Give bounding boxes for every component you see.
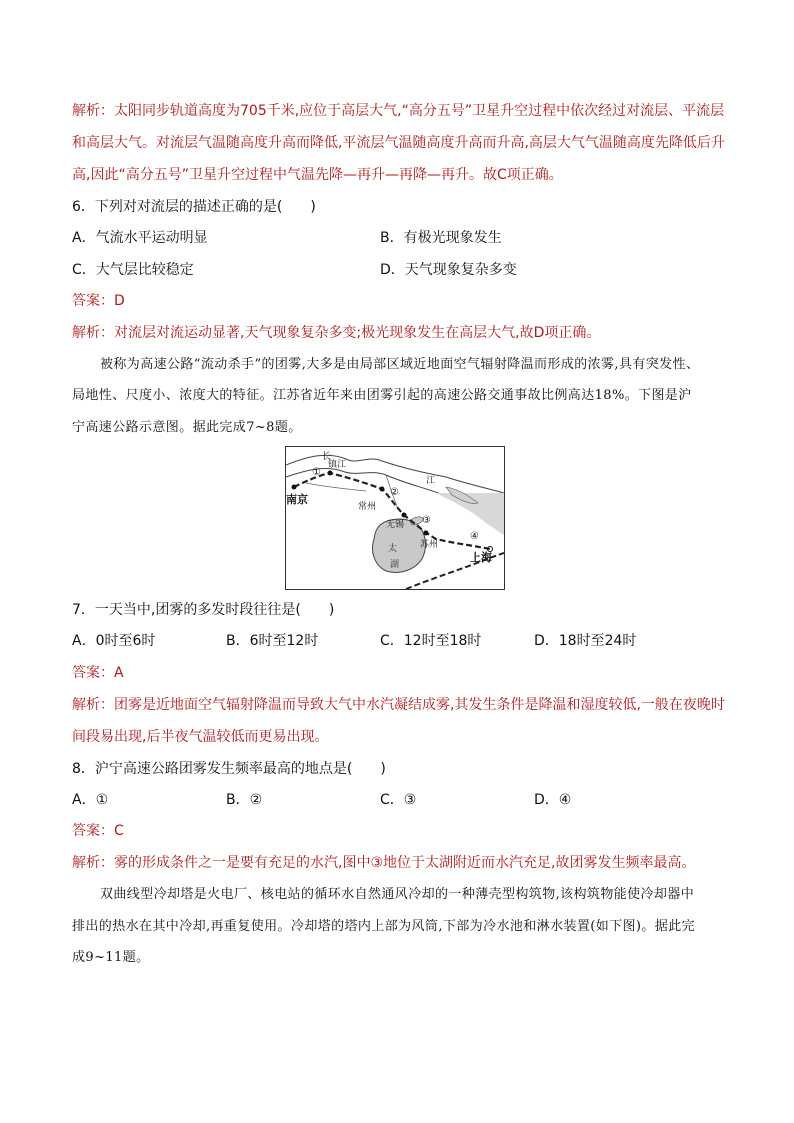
- map-label-zhenjiang: 镇江: [328, 460, 347, 470]
- expressway-map-svg: [286, 447, 504, 589]
- passage2-line-3: 成9~11题。: [72, 950, 150, 965]
- passage1-line-1: 被称为高速公路“流动杀手”的团雾,大多是由局部区域近地面空气辐射降温而形成的浓雾,具有突发性、: [100, 357, 700, 372]
- city-dot-changzhou: [380, 487, 385, 492]
- map-marker-1: ①: [312, 467, 321, 478]
- q7-answer: 答案：A: [72, 665, 124, 681]
- q8-option-c: C．③: [380, 792, 417, 808]
- city-dot-nanjing: [292, 485, 297, 490]
- city-dot-suzhou: [424, 531, 429, 536]
- q8-answer: 答案：C: [72, 823, 124, 839]
- passage2-line-2: 排出的热水在其中冷却,再重复使用。冷却塔的塔内上部为风筒,下部为冷水池和淋水装置(如下图)。据此完: [72, 919, 696, 934]
- q6-option-d: D．天气现象复杂多变: [380, 262, 517, 278]
- q6-option-b: B．有极光现象发生: [380, 230, 502, 246]
- q6-answer: 答案：D: [72, 293, 125, 309]
- q6-option-c: C．大气层比较稳定: [72, 262, 194, 278]
- q5-explanation-label: 解析：: [72, 103, 114, 119]
- q8-stem: 8．沪宁高速公路团雾发生频率最高的地点是( ): [72, 761, 386, 777]
- expressway-map: [285, 446, 505, 590]
- q6-option-a: A．气流水平运动明显: [72, 230, 208, 246]
- passage2-line-1: 双曲线型冷却塔是火电厂、核电站的循环水自然通风冷却的一种薄壳型构筑物,该构筑物能使冷却器中: [100, 887, 695, 902]
- map-label-suzhou: 苏州: [420, 540, 439, 550]
- map-label-jiang: 江: [426, 476, 436, 486]
- map-label-changzhou: 常州: [358, 502, 377, 512]
- q7-stem: 7．一天当中,团雾的多发时段往往是( ): [72, 602, 335, 618]
- map-label-wuxi: 无锡: [386, 520, 405, 530]
- q5-explanation-line-2: 和高层大气。对流层气温随高度升高而降低,平流层气温随高度升高而升高,高层大气气温随高度先降低后升: [72, 135, 725, 151]
- map-marker-3: ③: [422, 515, 431, 526]
- q5-explanation-text-1: 太阳同步轨道高度为705千米,应位于高层大气,“高分五号”卫星升空过程中依次经过对流层、平流层: [114, 103, 725, 119]
- q8-explanation: 解析：雾的形成条件之一是要有充足的水汽,图中③地位于太湖附近而水汽充足,故团雾发生频率最高。: [72, 855, 696, 871]
- passage1-line-2: 局地性、尺度小、浓度大的特征。江苏省近年来由团雾引起的高速公路交通事故比例高达18%。下图是沪: [72, 388, 692, 403]
- q7-explanation-line-1: 解析：团雾是近地面空气辐射降温而导致大气中水汽凝结成雾,其发生条件是降温和湿度较低,一般在夜晚时: [72, 697, 725, 713]
- city-dot-wuxi: [402, 513, 407, 518]
- map-marker-2: ②: [390, 487, 399, 498]
- map-label-nanjing: 南京: [286, 493, 308, 506]
- q8-option-d: D．④: [534, 792, 572, 808]
- q6-stem: 6．下列对对流层的描述正确的是( ): [72, 199, 316, 215]
- map-label-chang: 长: [322, 452, 332, 462]
- city-dot-zhenjiang: [328, 471, 333, 476]
- q7-option-c: C．12时至18时: [380, 633, 482, 649]
- map-label-shanghai: 上海: [470, 551, 492, 564]
- map-marker-4: ④: [470, 531, 479, 542]
- q7-option-a: A．0时至6时: [72, 633, 156, 649]
- q5-explanation-line-3: 高,因此“高分五号”卫星升空过程中气温先降—再升—再降—再升。故C项正确。: [72, 167, 563, 183]
- q5-explanation-line-1: [72, 101, 724, 121]
- q8-option-b: B．②: [226, 792, 263, 808]
- map-label-hu: 湖: [390, 560, 400, 570]
- q7-option-d: D．18时至24时: [534, 633, 637, 649]
- q8-option-a: A．①: [72, 792, 109, 808]
- q6-explanation: 解析：对流层对流运动显著,天气现象复杂多变;极光现象发生在高层大气,故D项正确。: [72, 325, 601, 341]
- q7-explanation-line-2: 间段易出现,后半夜气温较低而更易出现。: [72, 729, 329, 745]
- passage1-line-3: 宁高速公路示意图。据此完成7~8题。: [72, 420, 302, 435]
- q7-option-b: B．6时至12时: [226, 633, 319, 649]
- tributary-2: [306, 483, 366, 491]
- map-label-tai: 太: [388, 544, 398, 554]
